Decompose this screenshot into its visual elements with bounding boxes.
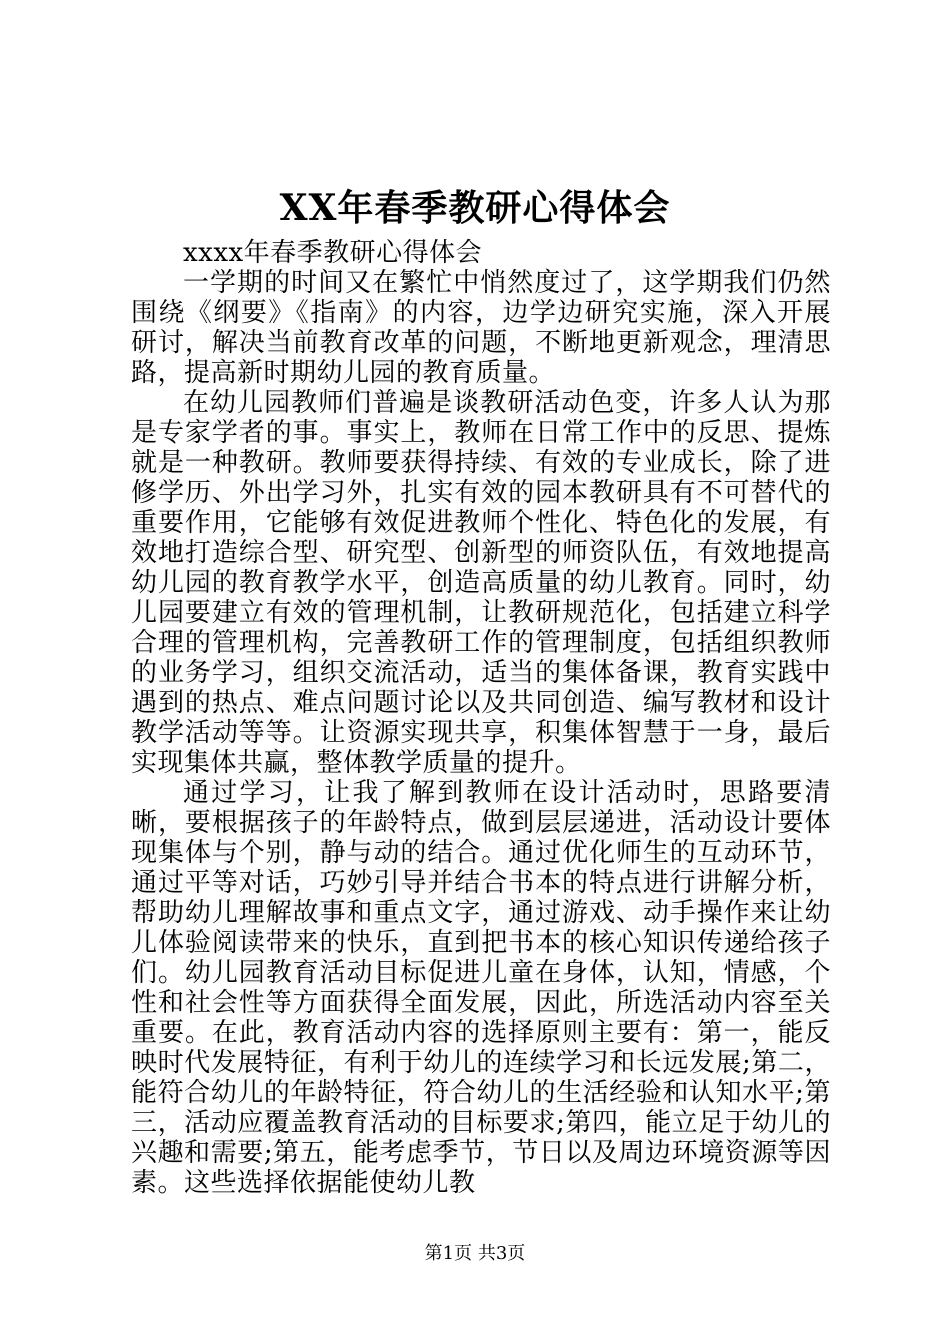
document-title: XX年春季教研心得体会 bbox=[279, 187, 671, 229]
paragraph: 通过学习，让我了解到教师在设计活动时，思路要清晰，要根据孩子的年龄特点，做到层层递进，活动设计要体现集体与个别，静与动的结合。通过优化师生的互动环节，通过平等对话，巧妙引导并结合书本的特点进行讲解分析，帮助幼儿理解故事和重点文字，通过游戏、动手操作来让幼儿体验阅读带来的快乐，直到把书本的核心知识传递给孩子们。幼儿园教育活动目标促进儿童在身体，认知，情感，个性和社会性等方面获得全面发展，因此，所选活动内容至关重要。在此，教育活动内容的选择原则主要有：第一，能反映时代发展特征，有利于幼儿的连续学习和长远发展;第二，能符合幼儿的年龄特征，符合幼儿的生活经验和认知水平;第三，活动应覆盖教育活动的目标要求;第四，能立足于幼儿的兴趣和需要;第五，能考虑季节，节日以及周边环境资源等因素。这些选择依据能使幼儿教 bbox=[131, 778, 831, 1198]
paragraph: 一学期的时间又在繁忙中悄然度过了，这学期我们仍然围绕《纲要》《指南》的内容，边学边研究实施，深入开展研讨，解决当前教育改革的问题，不断地更新观念，理清思路，提高新时期幼儿园的教育质量。 bbox=[131, 268, 831, 388]
document-body bbox=[131, 238, 831, 1198]
paragraph-subtitle: xxxx年春季教研心得体会 bbox=[183, 238, 483, 268]
paragraph: 在幼儿园教师们普遍是谈教研活动色变，许多人认为那是专家学者的事。事实上，教师在日常工作中的反思、提炼就是一种教研。教师要获得持续、有效的专业成长，除了进修学历、外出学习外，扎实有效的园本教研具有不可替代的重要作用，它能够有效促进教师个性化、特色化的发展，有效地打造综合型、研究型、创新型的师资队伍，有效地提高幼儿园的教育教学水平，创造高质量的幼儿教育。同时，幼儿园要建立有效的管理机制，让教研规范化，包括建立科学合理的管理机构，完善教研工作的管理制度，包括组织教师的业务学习，组织交流活动，适当的集体备课，教育实践中遇到的热点、难点问题讨论以及共同创造、编写教材和设计教学活动等等。让资源实现共享，积集体智慧于一身，最后实现集体共赢，整体教学质量的提升。 bbox=[131, 388, 831, 778]
page-number-footer: 第1页 共3页 bbox=[424, 1243, 526, 1264]
